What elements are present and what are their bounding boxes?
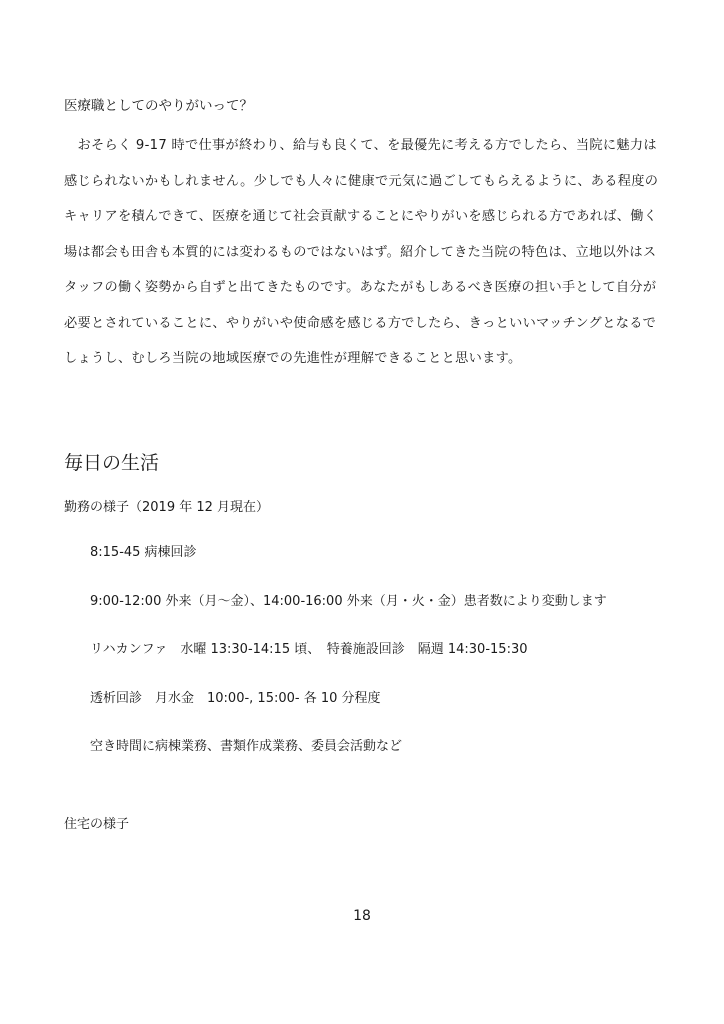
schedule-item: 透析回診 月水金 10:00-, 15:00- 各 10 分程度 — [90, 690, 381, 706]
intro-paragraph — [64, 128, 664, 377]
intro-heading: 医療職としてのやりがいって？ — [64, 98, 253, 114]
schedule-list — [90, 541, 607, 784]
paragraph-line: 場は都会も田舎も本質的には変わるものではないはず。紹介してきた当院の特色は、立地以外はス — [64, 244, 657, 260]
paragraph-line: キャリアを積んできて、医療を通じて社会貢献することにやりがいを感じられる方であれば、働く — [64, 209, 658, 224]
paragraph-line: おそらく 9-17 時で仕事が終わり、給与も良くて、を最優先に考える方でしたら、当院に魅力は — [64, 138, 657, 153]
paragraph-line: しょうし、むしろ当院の地域医療での先進性が理解できることと思います。 — [64, 351, 522, 366]
work-heading: 勤務の様子（2019 年 12 月現在） — [64, 500, 270, 515]
section-title: 毎日の生活 — [64, 452, 160, 474]
paragraph-line: タッフの働く姿勢から自ずと出てきたものです。あなたがもしあるべき医療の担い手として自分が — [64, 280, 657, 295]
housing-heading: 住宅の様子 — [64, 817, 130, 832]
paragraph-line: 必要とされていることに、やりがいや使命感を感じる方でしたら、きっといいマッチングとなるで — [64, 315, 657, 331]
paragraph-line: 感じられないかもしれません。少しでも人々に健康で元気に過ごしてもらえるように、ある程度の — [64, 173, 659, 189]
schedule-item: 8:15-45 病棟回診 — [90, 545, 197, 560]
schedule-item: リハカンファ 水曜 13:30-14:15 頃、 特養施設回診 隔週 14:30-15:30 — [90, 642, 528, 657]
page-number: 18 — [353, 908, 371, 924]
schedule-item: 空き時間に病棟業務、書類作成業務、委員会活動など — [90, 739, 403, 754]
schedule-item: 9:00-12:00 外来（月～金）、14:00-16:00 外来（月・火・金）患者数により変動します — [90, 593, 607, 609]
